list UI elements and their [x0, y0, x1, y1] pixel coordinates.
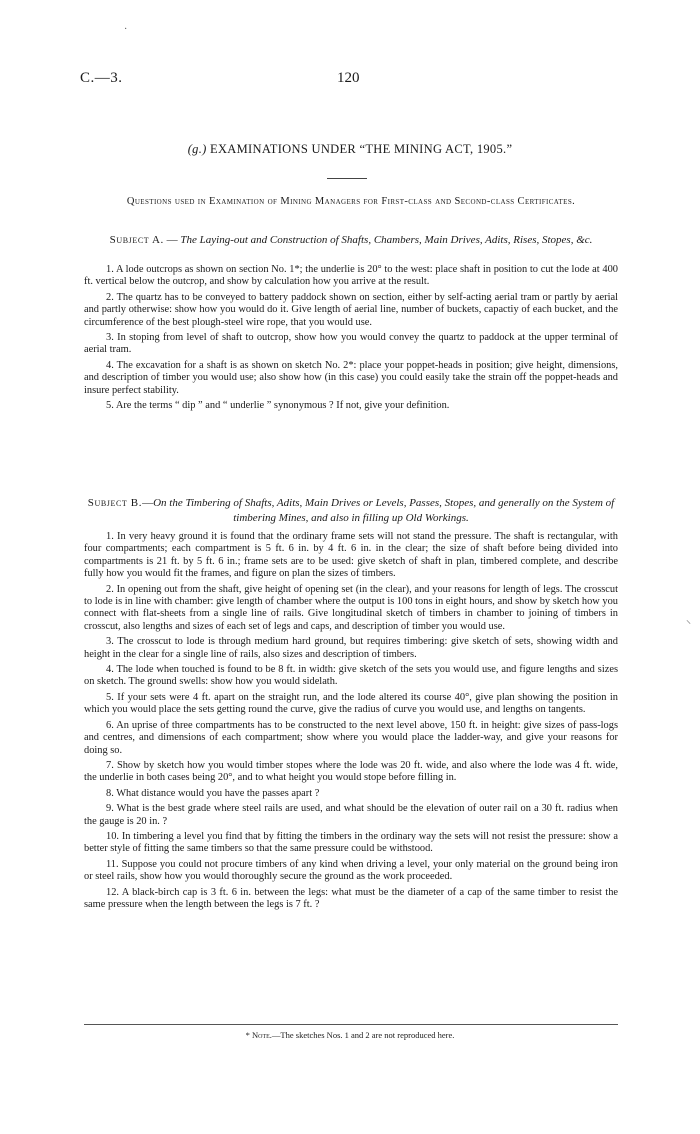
- question-paragraph: 6. An uprise of three compartments has to be constructed to the next level above, 150 ft. in height: give sizes of pass-logs and centres, and dimensions of each compartment; show where you would place the ladder-way, and give your reasons for doing so.: [84, 719, 618, 756]
- subject-b-title: On the Timbering of Shafts, Adits, Main Drives or Levels, Passes, Stopes, and generally on the System of timbering Mines, and also in filling up Old Workings.: [153, 497, 615, 524]
- question-paragraph: 10. In timbering a level you find that by fitting the timbers in the ordinary way the sets will not resist the pressure: show a better style of fitting the same timbers so that the same pressure could be withstood.: [84, 830, 618, 855]
- question-paragraph: 9. What is the best grade where steel rails are used, and what should be the elevation of outer rail on a 30 ft. radius when the gauge is 20 in. ?: [84, 803, 618, 827]
- question-paragraph: 3. In stoping from level of shaft to outcrop, show how you would convey the quartz to paddock at the upper terminal of aerial tram.: [84, 332, 618, 356]
- footnote: [0, 1030, 700, 1040]
- section-title-label: (g.): [187, 142, 207, 156]
- document-reference: C.—3.: [80, 70, 123, 86]
- question-paragraph: 5. Are the terms “ dip ” and “ underlie ” synonymous ? If not, give your definition.: [106, 400, 450, 412]
- scan-speck: ·: [124, 24, 128, 35]
- question-paragraph: 12. A black-birch cap is 3 ft. 6 in. between the legs: what must be the diameter of a cap of the same timber to resist the same pressure when the length between the legs is 7 ft. ?: [84, 886, 618, 910]
- subject-b-questions: [84, 531, 618, 914]
- question-paragraph: 5. If your sets were 4 ft. apart on the straight run, and the lode altered its course 40°, give plan showing the position in which you would place the sets getting round the curve, give the radius of curve you would use, and lengths on tangents.: [84, 691, 618, 716]
- scan-mark: ⸜: [686, 615, 691, 626]
- subject-a-label: Subject A.: [109, 234, 164, 246]
- subject-a-questions: [84, 264, 618, 415]
- footnote-label: * Note.: [245, 1030, 272, 1040]
- question-paragraph: 8. What distance would you have the passes apart ?: [106, 787, 320, 799]
- question-paragraph: 11. Suppose you could not procure timbers of any kind when driving a level, your only material on the ground being iron or steel rails, show how you would thoroughly secure the ground as the work proceeded.: [84, 858, 618, 883]
- questions-heading: Questions used in Examination of Mining Managers for First-class and Second-class Certificates.: [126, 196, 576, 207]
- title-divider: [327, 178, 367, 179]
- question-paragraph: 7. Show by sketch how you would timber stopes where the lode was 20 ft. wide, and also where the lode was 4 ft. wide, the underlie in both cases being 20°, and to what height you would stope before filling in.: [84, 759, 618, 784]
- question-paragraph: 2. The quartz has to be conveyed to battery paddock shown on section, either by self-acting aerial tram or partly by aerial and partly otherwise: show how you would do it. Give length of aerial line, number of buckets, capactiy of each bucket, and the circumference of the best plough-steel wire rope, that you would use.: [84, 291, 618, 328]
- section-title-text: EXAMINATIONS UNDER “THE MINING ACT, 1905.”: [210, 142, 513, 156]
- question-paragraph: 3. The crosscut to lode is through medium hard ground, but requires timbering: give sketch of sets, showing width and height in the clear for a single line of rails, also sizes and description of timbers.: [84, 636, 618, 660]
- question-paragraph: 2. In opening out from the shaft, give height of opening set (in the clear), and your reasons for length of legs. The crosscut to lode is in line with chamber: give length of chamber where the output is 100 tons in eight hours, and show by sketch how you connect with flat-sheets from a single line of rails. Give longitudinal sketch of timbers in chamber to joining of timbers in crosscut, also lengths and sizes of each set of legs and caps, and description of timber you would use.: [84, 583, 618, 632]
- footnote-text: —The sketches Nos. 1 and 2 are not reproduced here.: [271, 1030, 455, 1040]
- question-paragraph: 1. In very heavy ground it is found that the ordinary frame sets will not stand the pressure. The shaft is rectangular, with four compartments; each compartment is 5 ft. 6 in. by 4 ft. 6 in. in the clear; the size of shaft before being divided into compartments is 21 ft. by 5 ft. 6 in.; frame sets are to be used: give sketch of shaft in plan, timbered complete, and describe fully how you would fit the frames, and figure on plan the sizes of timbers.: [84, 531, 618, 580]
- question-paragraph: 4. The excavation for a shaft is as shown on sketch No. 2*: place your poppet-heads in position; give height, dimensions, and description of timber you would use; also show how (in this case) you could easily take the strain off the poppet-heads and insure perfect stability.: [84, 359, 618, 396]
- footnote-divider: [84, 1024, 618, 1025]
- subject-b-dash: —: [142, 497, 154, 509]
- subject-a-title: The Laying-out and Construction of Shafts, Chambers, Main Drives, Adits, Rises, Stopes, &c.: [180, 234, 593, 246]
- question-paragraph: 4. The lode when touched is found to be 8 ft. in width: give sketch of the sets you would use, and figure lengths and sizes on sketch. The ground swells: show how you would sidelath.: [84, 664, 618, 688]
- subject-b-heading: [84, 496, 618, 526]
- subject-a-heading: [84, 233, 618, 248]
- page-number: 120: [337, 70, 360, 86]
- subject-a-dash: —: [163, 234, 181, 246]
- subject-b-label: Subject B.: [87, 497, 143, 509]
- question-paragraph: 1. A lode outcrops as shown on section No. 1*; the underlie is 20° to the west: place shaft in position to cut the lode at 400 ft. vertical below the outcrop, and show by calculation how you arrive at the result.: [84, 264, 618, 288]
- section-title: [0, 142, 700, 157]
